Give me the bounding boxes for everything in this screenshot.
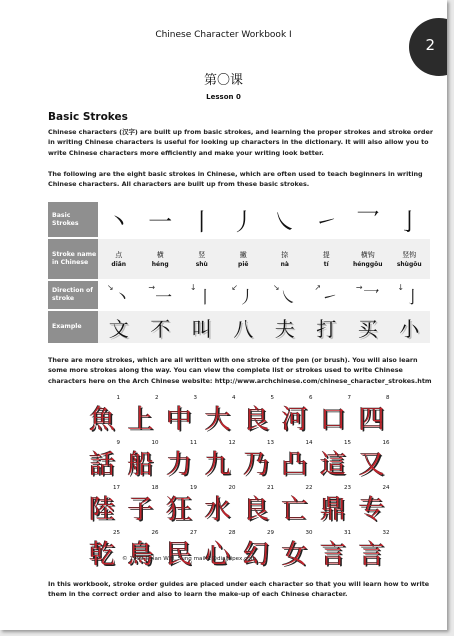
stroke-chart-cell (84, 487, 120, 527)
stroke-chart-cell (123, 532, 159, 572)
stroke-chart-cell (84, 442, 120, 482)
basic-strokes-table (48, 200, 430, 345)
stroke-chart-cell (315, 532, 351, 572)
stroke-chart-character: 九 (204, 450, 231, 480)
stroke-chart-character: 心 (204, 540, 231, 570)
row-header: Stroke name in Chinese (48, 239, 98, 279)
stroke-glyph: 乛 (355, 208, 380, 236)
stroke-chart-cell (200, 442, 236, 482)
stroke-chart-character: 力 (165, 450, 192, 480)
stroke-chart-cell (315, 442, 351, 482)
stroke-chart-character: 河 (281, 405, 308, 435)
example-character: 打 (306, 311, 348, 343)
lesson-title-chinese: 第〇课 (203, 73, 243, 88)
table-row-direction (48, 281, 430, 309)
workbook-title: Chinese Character Workbook I (155, 30, 292, 40)
stroke-chart-character: 良 (242, 495, 269, 525)
stroke-direction: ↗㇀ (314, 282, 339, 308)
stroke-chart-character: 又 (358, 450, 385, 480)
stroke-chart-cell (200, 532, 236, 572)
stroke-name: 竖钩 shùgōu (389, 239, 431, 279)
example-character: 文 (98, 311, 140, 343)
stroke-chart-character: 鳥 (127, 540, 154, 570)
stroke-chart-number: 9 (116, 440, 120, 446)
stroke-chart-character: 上 (127, 405, 154, 435)
stroke-chart-character: 专 (358, 495, 385, 525)
lesson-title-english: Lesson 0 (206, 93, 241, 101)
stroke-chart-cell (161, 397, 197, 437)
stroke-chart-character: 大 (204, 405, 231, 435)
stroke-chart-number: 15 (344, 440, 351, 446)
stroke-chart-number: 27 (190, 530, 197, 536)
stroke-chart-character: 口 (319, 405, 346, 435)
stroke-glyph: 丨 (189, 208, 214, 236)
stroke-chart-character: 船 (127, 450, 154, 480)
stroke-chart-cell (354, 397, 390, 437)
stroke-chart-number: 13 (267, 440, 274, 446)
stroke-glyph: ㇀ (314, 208, 339, 236)
example-character: 夫 (264, 311, 306, 343)
stroke-chart-character: 魚 (88, 405, 115, 435)
stroke-chart-cell (84, 397, 120, 437)
stroke-chart-number: 3 (193, 395, 197, 401)
stroke-chart-cell (277, 397, 313, 437)
stroke-chart-row (84, 397, 392, 437)
stroke-chart-character: 良 (242, 405, 269, 435)
stroke-chart-number: 7 (347, 395, 351, 401)
stroke-chart-character: 子 (127, 495, 154, 525)
more-strokes-paragraph: There are more strokes, which are all written with one stroke of the pen (or brush). You will also learn some more strokes along the way. You can view the complete list or strokes used to write Chinese characters here on the Arch Chinese website: http://www.archchinese.com/chinese_character_strokes.htm (48, 356, 432, 385)
stroke-chart-cell (200, 397, 236, 437)
stroke-chart-cell (238, 532, 274, 572)
stroke-chart-cell (238, 442, 274, 482)
stroke-glyph: ㇏ (272, 208, 297, 236)
stroke-chart-row (84, 442, 392, 482)
stroke-direction: ↓亅 (397, 282, 422, 308)
stroke-chart-number: 1 (116, 395, 120, 401)
stroke-chart-character: 四 (358, 405, 385, 435)
stroke-chart-number: 12 (228, 440, 236, 446)
example-character: 八 (223, 311, 265, 343)
stroke-direction: →一 (148, 282, 173, 308)
stroke-chart-number: 20 (228, 485, 236, 491)
example-character: 叫 (181, 311, 223, 343)
stroke-direction: ↓丨 (189, 282, 214, 308)
arrow-icon: → (148, 282, 156, 292)
intro-paragraph: Chinese characters (汉字) are built up from basic strokes, and learning the proper strokes and stroke order in writing Chinese characters is useful for looking up characters in the dictionary. It will also allow you to write Chinese characters more efficiently and make your writing look better. (48, 128, 433, 157)
stroke-chart-number: 11 (190, 440, 197, 446)
stroke-chart-cell (315, 397, 351, 437)
stroke-chart-character: 女 (281, 540, 308, 570)
stroke-chart-character: 言 (319, 540, 346, 570)
stroke-chart-number: 17 (113, 485, 120, 491)
stroke-chart-character: 鼎 (319, 495, 346, 525)
stroke-chart-character: 陸 (88, 495, 115, 525)
stroke-chart-character: 言 (358, 540, 385, 570)
section-heading: Basic Strokes (48, 111, 128, 123)
stroke-chart-cell (354, 532, 390, 572)
stroke-name: 点 diǎn (98, 239, 140, 279)
stroke-chart-character: 民 (165, 540, 192, 570)
stroke-chart-character: 乾 (88, 540, 115, 570)
stroke-chart-number: 8 (386, 395, 390, 401)
stroke-chart-cell (315, 487, 351, 527)
row-header: Direction of stroke (48, 281, 98, 309)
stroke-chart-number: 5 (270, 395, 274, 401)
arrow-icon: ↙ (231, 282, 239, 292)
stroke-chart-number: 21 (267, 485, 274, 491)
stroke-chart-cell (161, 532, 197, 572)
stroke-chart-character: 話 (88, 450, 115, 480)
stroke-chart-cell (161, 487, 197, 527)
stroke-chart-character: 水 (204, 495, 231, 525)
stroke-chart-row (84, 532, 392, 572)
stroke-name: 捺 nà (264, 239, 306, 279)
stroke-name: 横 héng (140, 239, 182, 279)
stroke-chart-number: 2 (155, 395, 159, 401)
stroke-direction: ↘㇏ (272, 282, 297, 308)
stroke-chart-number: 29 (267, 530, 274, 536)
stroke-chart-cell (238, 487, 274, 527)
stroke-name: 横钩 hénggōu (347, 239, 389, 279)
stroke-chart-number: 14 (305, 440, 313, 446)
stroke-chart-cell (238, 397, 274, 437)
table-row-stroke-names (48, 239, 430, 279)
stroke-chart-cell (123, 397, 159, 437)
page-number: 2 (425, 36, 435, 54)
stroke-chart-cell (354, 487, 390, 527)
stroke-chart-character: 中 (165, 405, 192, 435)
arrow-icon: → (355, 282, 363, 292)
table-row-example (48, 311, 430, 343)
stroke-glyph: 丶 (106, 208, 131, 236)
stroke-chart-number: 18 (151, 485, 159, 491)
stroke-chart-number: 31 (344, 530, 351, 536)
stroke-chart-character: 亡 (281, 495, 308, 525)
stroke-chart-cell (277, 442, 313, 482)
stroke-name: 提 tí (306, 239, 348, 279)
stroke-chart-number: 4 (232, 395, 236, 401)
stroke-chart-character: 乃 (242, 450, 269, 480)
eight-strokes-paragraph: The following are the eight basic strokes in Chinese, which are often used to teach beginners in writing Chinese characters. All characters are built up from these basic strokes. (48, 170, 423, 189)
stroke-chart-cell (277, 532, 313, 572)
stroke-chart-number: 19 (190, 485, 197, 491)
stroke-chart-number: 25 (113, 530, 120, 536)
row-header: Basic Strokes (48, 202, 98, 237)
stroke-chart-cell (161, 442, 197, 482)
arrow-icon: ↓ (397, 282, 405, 292)
stroke-name: 撇 piě (223, 239, 265, 279)
stroke-chart-number: 22 (305, 485, 313, 491)
arrow-icon: ↗ (314, 282, 322, 292)
stroke-chart-number: 16 (382, 440, 390, 446)
arrow-icon: ↘ (272, 282, 280, 292)
stroke-chart-character: 這 (319, 450, 346, 480)
stroke-chart-number: 23 (344, 485, 351, 491)
stroke-direction: →乛 (355, 282, 380, 308)
stroke-chart-number: 30 (305, 530, 313, 536)
stroke-chart-number: 32 (382, 530, 390, 536)
stroke-chart-number: 10 (151, 440, 159, 446)
stroke-glyph: 一 (148, 208, 173, 236)
stroke-chart-cell (354, 442, 390, 482)
stroke-chart-cell (277, 487, 313, 527)
stroke-chart-character: 狂 (165, 495, 192, 525)
closing-paragraph: In this workbook, stroke order guides are placed under each character so that you will learn how to write them in the correct order and also to learn the make-up of each Chinese character. (48, 580, 430, 599)
chart-credit: © 1999 Dylan W.H. Sung mailt2@dialpipex.com (122, 556, 257, 562)
example-character: 不 (140, 311, 182, 343)
stroke-direction: ↙丿 (231, 282, 256, 308)
stroke-chart-cell (123, 487, 159, 527)
table-row-basic-strokes (48, 202, 430, 237)
row-header: Example (48, 311, 98, 343)
stroke-chart-cell (200, 487, 236, 527)
arrow-icon: ↓ (189, 282, 197, 292)
stroke-chart-number: 24 (382, 485, 390, 491)
stroke-chart-number: 28 (228, 530, 236, 536)
stroke-direction: ↘丶 (106, 282, 131, 308)
stroke-name: 竖 shù (181, 239, 223, 279)
stroke-chart-character: 幻 (242, 540, 269, 570)
stroke-chart-cell (84, 532, 120, 572)
stroke-chart-cell (123, 442, 159, 482)
stroke-glyph: 亅 (397, 208, 422, 236)
stroke-chart-number: 6 (309, 395, 313, 401)
example-character: 买 (347, 311, 389, 343)
example-character: 小 (389, 311, 431, 343)
stroke-order-chart (84, 397, 392, 575)
stroke-chart-character: 凸 (281, 450, 308, 480)
arrow-icon: ↘ (106, 282, 114, 292)
stroke-chart-number: 26 (151, 530, 159, 536)
stroke-chart-row (84, 487, 392, 527)
stroke-glyph: 丿 (231, 208, 256, 236)
